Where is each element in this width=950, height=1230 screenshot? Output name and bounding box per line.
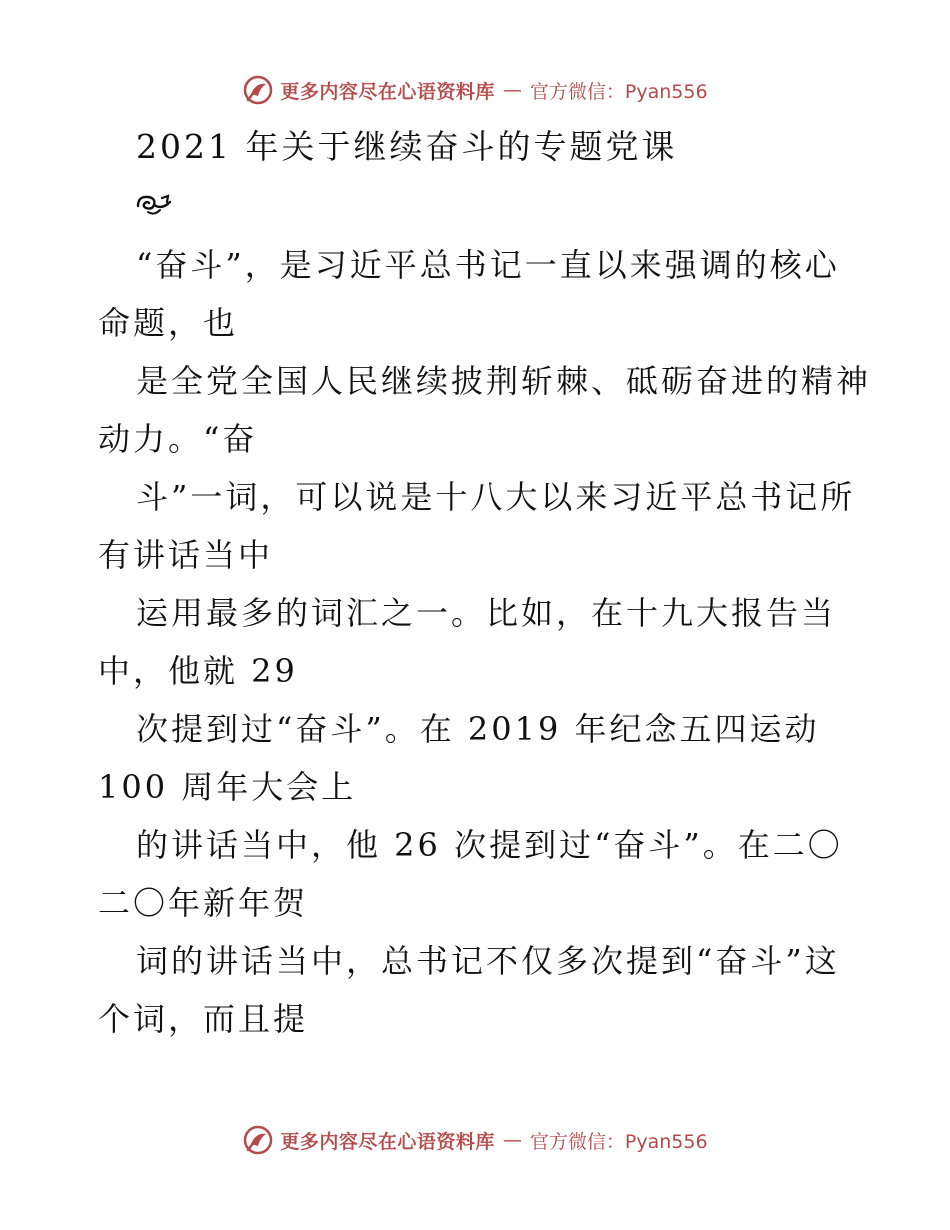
- banner-wechat: 官方微信：Pyan556: [529, 80, 708, 103]
- footer-banner: [0, 1122, 950, 1158]
- seal-logo-icon: [242, 1124, 274, 1156]
- body-line: 动力。“奋: [98, 420, 258, 458]
- body-line: 是全党全国人民继续披荆斩棘、砥砺奋进的精神: [136, 362, 872, 400]
- banner-text: 更多内容尽在心语资料库: [280, 80, 495, 103]
- body-line: 有讲话当中: [98, 536, 274, 574]
- banner-dash: —: [502, 79, 522, 101]
- body-line: “奋斗”，是习近平总书记一直以来强调的核心: [136, 246, 840, 284]
- banner-dash: —: [502, 1129, 522, 1151]
- body-line: 100 周年大会上: [98, 768, 357, 806]
- body-line: 次提到过“奋斗”。在 2019 年纪念五四运动: [136, 710, 820, 748]
- banner-text: 更多内容尽在心语资料库: [280, 1130, 495, 1153]
- header-banner: [0, 72, 950, 108]
- decorative-swirl-icon: [134, 192, 174, 218]
- body-line: 的讲话当中，他 26 次提到过“奋斗”。在二〇: [136, 826, 843, 864]
- banner-wechat: 官方微信：Pyan556: [529, 1130, 708, 1153]
- body-line: 个词，而且提: [98, 1000, 309, 1038]
- body-line: 词的讲话当中，总书记不仅多次提到“奋斗”这: [136, 942, 840, 980]
- body-line: 运用最多的词汇之一。比如，在十九大报告当: [136, 594, 837, 632]
- body-line: 二〇年新年贺: [98, 884, 309, 922]
- body-line: 中，他就 29: [98, 652, 298, 690]
- body-line: 斗”一词，可以说是十八大以来习近平总书记所: [136, 478, 856, 516]
- document-body: [98, 236, 872, 1048]
- seal-logo-icon: [242, 74, 274, 106]
- document-title: 2021 年关于继续奋斗的专题党课: [136, 127, 678, 166]
- body-line: 命题，也: [98, 304, 239, 342]
